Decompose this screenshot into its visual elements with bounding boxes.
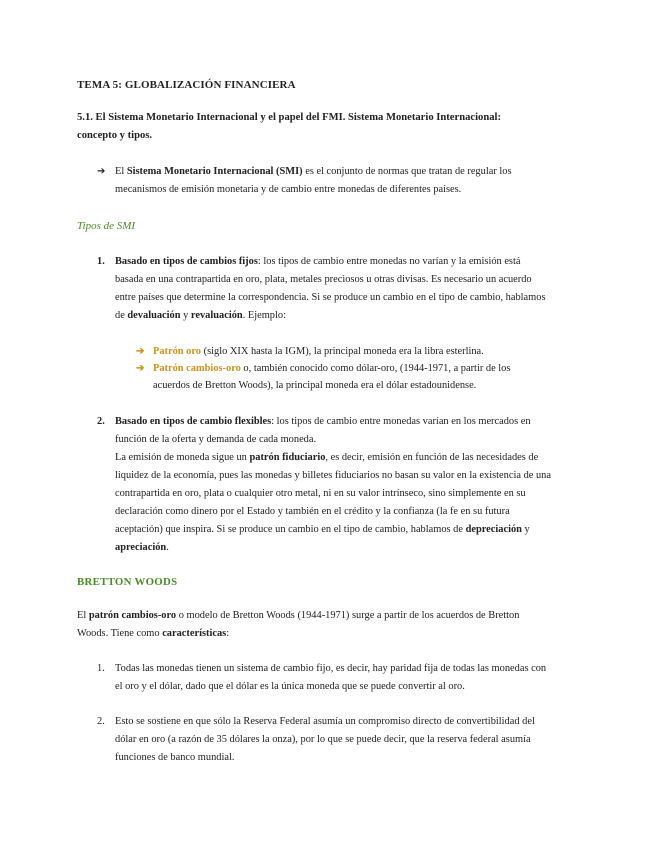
characteristic-number: 2. (97, 716, 105, 727)
bretton-intro-line2 (77, 625, 229, 643)
characteristic-2-line2: dólar en oro (a razón de 35 dólares la onza), por lo que se puede decir, que la reserva federal asumía (115, 734, 531, 745)
bretton-intro-mid: o modelo de Bretton Woods (1944-1971) surge a partir de los acuerdos de Bretton (176, 610, 520, 621)
revaluacion-term: revaluación (190, 310, 243, 321)
patron-oro-text: (siglo XIX hasta la IGM), la principal moneda era la libra esterlina. (201, 346, 484, 357)
item2-line8 (115, 539, 169, 557)
item2-line5: contrapartida en oro, plata o cualquier otro metal, ni en su valor intrínseco, sino simplemente en su (115, 488, 526, 499)
patron-cambios-oro-label: Patrón cambios-oro (153, 363, 241, 374)
patron-cambios-oro-line (153, 360, 510, 378)
item1-line4 (115, 307, 286, 325)
item1-line2: basada en una contrapartida en oro, plata, metales preciosos u otras divisas. Es necesario un acuerdo (115, 274, 532, 285)
arrow-bullet-icon: ➔ (136, 363, 145, 374)
item2-term: Basado en tipos de cambio flexibles (115, 416, 272, 427)
patron-cambios-oro-line2: acuerdos de Bretton Woods), la principal moneda era el dólar estadounidense. (153, 380, 477, 391)
item2-line3-pre: La emisión de moneda sigue un (115, 452, 250, 463)
item1-line4-pre: de (115, 310, 128, 321)
item1-line3: entre países que determine la correspondencia. Si se produce un cambio en el tipo de cambio, hablamos (115, 292, 546, 303)
item2-line3-post: , es decir, emisión en función de las necesidades de (325, 452, 539, 463)
smi-definition-pre: El (115, 166, 127, 177)
item2-line1-rest: : los tipos de cambio entre monedas varían en los mercados en (271, 416, 531, 427)
characteristic-2-line1: Esto se sostiene en que sólo la Reserva Federal asumía un compromiso directo de convertibilidad del (115, 716, 535, 727)
smi-term: Sistema Monetario Internacional (SMI) (126, 166, 303, 177)
item1-line1-rest: : los tipos de cambio entre monedas no varían y la emisión está (257, 256, 521, 267)
bretton-intro-line2-pre: Woods. Tiene como (77, 628, 163, 639)
characteristic-1-line1: Todas las monedas tienen un sistema de cambio fijo, es decir, hay paridad fija de todas las monedas con (115, 663, 547, 674)
arrow-bullet-icon: ➔ (136, 346, 145, 357)
page-title: TEMA 5: GLOBALIZACIÓN FINANCIERA (77, 79, 296, 91)
item2-line1 (115, 413, 531, 431)
item2-number: 2. (97, 416, 105, 427)
devaluacion-term: devaluación (127, 310, 181, 321)
item2-line7-post: y (521, 524, 530, 535)
apreciacion-term: apreciación (115, 542, 167, 553)
smi-definition (115, 163, 512, 181)
depreciacion-term: depreciación (465, 524, 522, 535)
bretton-intro-line1 (77, 607, 519, 625)
smi-definition-line2: mecanismos de emisión monetaria y de cambio entre monedas de diferentes países. (115, 184, 462, 195)
item2-line7-pre: aceptación) que inspira. Si se produce un cambio en el tipo de cambio, hablamos de (115, 524, 466, 535)
item1-line4-mid: y (180, 310, 191, 321)
bretton-woods-heading: BRETTON WOODS (77, 576, 178, 588)
item2-line8-post: . (166, 542, 169, 553)
characteristic-1-line2: el oro y el dólar, dado que el dólar es la única moneda que se puede convertir al oro. (115, 681, 465, 692)
section-subtitle-line1: 5.1. El Sistema Monetario Internacional y el papel del FMI. Sistema Monetario Internacional: (77, 112, 502, 123)
patron-oro-line (153, 343, 484, 361)
item2-line2: función de la oferta y demanda de cada moneda. (115, 434, 317, 445)
bretton-intro-line2-post: : (226, 628, 230, 639)
patron-cambios-oro-term: patrón cambios-oro (88, 610, 177, 621)
section-subtitle-line2: concepto y tipos. (77, 130, 153, 141)
characteristic-2-line3: funciones de banco mundial. (115, 752, 235, 763)
item2-line6: declaración como dinero por el Estado y también en el crédito y la confianza (la fe en su futura (115, 506, 510, 517)
characteristic-number: 1. (97, 663, 105, 674)
item1-term: Basado en tipos de cambios fijos (115, 256, 258, 267)
patron-cambios-oro-text: o, también conocido como dólar-oro, (1944-1971, a partir de los (240, 363, 511, 374)
patron-oro-label: Patrón oro (153, 346, 202, 357)
item2-line4: liquidez de la economía, pues las monedas y billetes fiduciarios no basan su valor en la existencia de una (115, 470, 551, 481)
item1-line4-post: . Ejemplo: (242, 310, 286, 321)
bretton-intro-pre: El (77, 610, 89, 621)
tipos-heading: Tipos de SMI (77, 220, 136, 232)
item1-line1 (115, 253, 520, 271)
caracteristicas-term: características (162, 628, 227, 639)
patron-fiduciario-term: patrón fiduciario (249, 452, 326, 463)
item2-line7 (115, 521, 530, 539)
item2-line3 (115, 449, 538, 467)
item1-number: 1. (97, 256, 105, 267)
arrow-bullet-icon: ➔ (97, 166, 106, 177)
smi-definition-rest: es el conjunto de normas que tratan de regular los (302, 166, 512, 177)
